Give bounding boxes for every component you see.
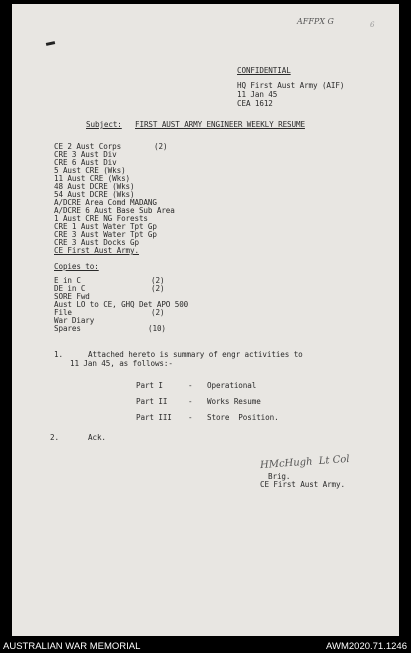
list-item: A/DCRE Area Comd MADANG xyxy=(54,198,157,207)
signature-handwritten: HMcHugh Lt Col xyxy=(259,453,350,472)
list-item: 1 Aust CRE NG Forests xyxy=(54,214,148,223)
list-item: CRE 3 Aust Div xyxy=(54,150,117,159)
list-item: SORE Fwd xyxy=(54,292,90,301)
part-label: Part III xyxy=(136,413,172,422)
date-line: 11 Jan 45 xyxy=(237,90,278,99)
list-item: CRE 3 Aust Docks Gp xyxy=(54,238,139,247)
part-dash: - xyxy=(188,413,193,422)
signature-rank: Brig. xyxy=(268,472,291,481)
handwritten-reference: AFFPX G xyxy=(297,17,334,26)
list-item: Aust LO to CE, GHQ Det APO 500 xyxy=(54,300,189,309)
part-desc: Store Position. xyxy=(207,413,279,422)
corner-mark: 6 xyxy=(370,21,375,29)
list-item: War Diary xyxy=(54,316,95,325)
copies-to-heading: Copies to: xyxy=(54,262,99,271)
document-page xyxy=(12,4,399,636)
part-desc: Operational xyxy=(207,381,257,390)
paragraph-1-number: 1. xyxy=(54,350,63,359)
part-dash: - xyxy=(188,381,193,390)
part-dash: - xyxy=(188,397,193,406)
hq-line: HQ First Aust Army (AIF) xyxy=(237,81,345,90)
paragraph-2-number: 2. xyxy=(50,433,59,442)
part-label: Part I xyxy=(136,381,163,390)
list-item-copies: (10) xyxy=(148,324,166,333)
list-item-copies: (2) xyxy=(151,284,165,293)
archive-footer xyxy=(0,637,411,653)
list-item: CE 2 Aust Corps xyxy=(54,142,122,151)
list-item: DE in C xyxy=(54,284,86,293)
list-item: CRE 6 Aust Div xyxy=(54,158,117,167)
paragraph-1-line-1: Attached hereto is summary of engr activities to xyxy=(88,350,303,359)
classification: CONFIDENTIAL xyxy=(237,66,291,75)
list-item: File xyxy=(54,308,72,317)
list-item: 5 Aust CRE (Wks) xyxy=(54,166,126,175)
reference-line: CEA 1612 xyxy=(237,99,273,108)
list-item-copies: (2) xyxy=(151,276,165,285)
list-item: CRE 3 Aust Water Tpt Gp xyxy=(54,230,157,239)
signature-title: CE First Aust Army. xyxy=(260,480,345,489)
list-item: A/DCRE 6 Aust Base Sub Area xyxy=(54,206,175,215)
paragraph-1-line-2: 11 Jan 45, as follows:- xyxy=(70,359,173,368)
subject-title: FIRST AUST ARMY ENGINEER WEEKLY RESUME xyxy=(135,120,305,129)
list-item: CE First Aust Army. xyxy=(54,246,139,255)
archive-name: AUSTRALIAN WAR MEMORIAL xyxy=(3,641,141,652)
list-item-copies: (2) xyxy=(154,142,168,151)
list-item: CRE 1 Aust Water Tpt Gp xyxy=(54,222,157,231)
list-item-copies: (2) xyxy=(151,308,165,317)
list-item: 54 Aust DCRE (Wks) xyxy=(54,190,135,199)
list-item: 48 Aust DCRE (Wks) xyxy=(54,182,135,191)
accession-number: AWM2020.71.1246 xyxy=(326,641,407,652)
part-desc: Works Resume xyxy=(207,397,261,406)
list-item: E in C xyxy=(54,276,81,285)
paragraph-2-text: Ack. xyxy=(88,433,106,442)
punch-mark xyxy=(46,41,55,46)
list-item: Spares xyxy=(54,324,81,333)
subject-label: Subject: xyxy=(86,120,122,129)
list-item: 11 Aust CRE (Wks) xyxy=(54,174,131,183)
part-label: Part II xyxy=(136,397,168,406)
